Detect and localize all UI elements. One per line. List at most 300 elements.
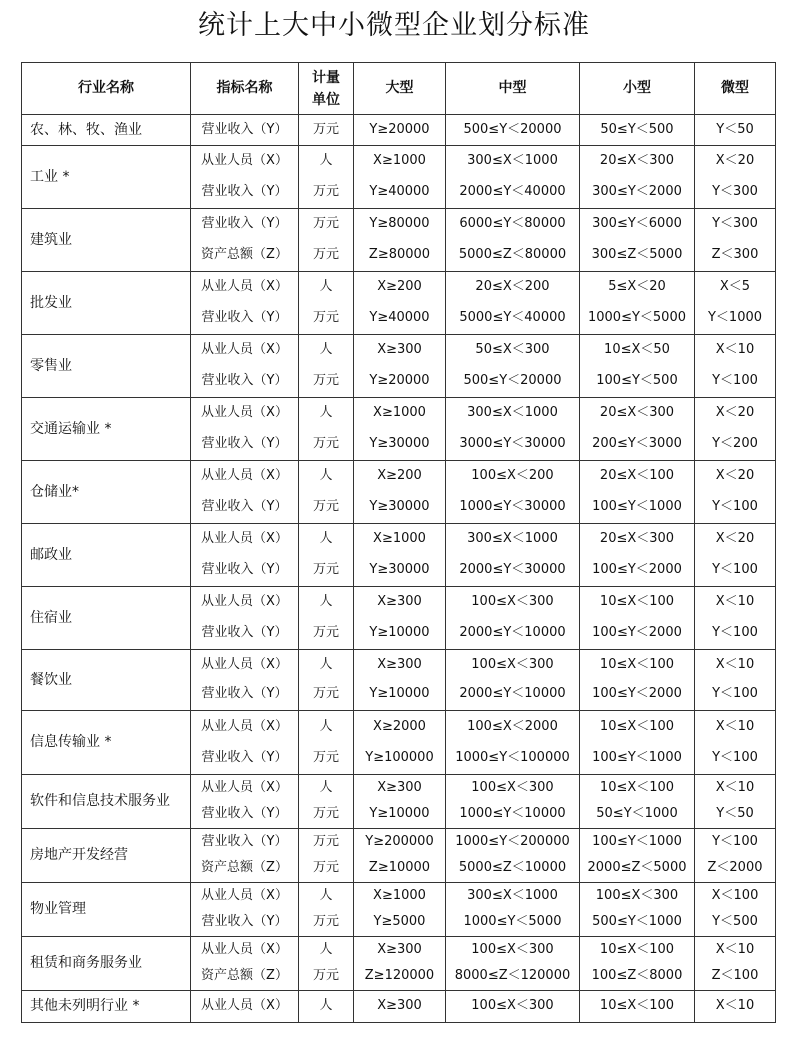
- small-cell: [580, 883, 695, 937]
- micro-value: Z＜300: [711, 246, 759, 262]
- industry-name: 软件和信息技术服务业: [22, 775, 191, 829]
- indicator-value: 资产总额（Z）: [201, 246, 288, 262]
- small-value: 10≤X＜100: [599, 998, 675, 1014]
- large-value: X≥300: [377, 656, 422, 672]
- unit-value: 万元: [312, 121, 339, 137]
- unit-value: 人: [319, 405, 333, 421]
- small-value: 20≤X＜300: [599, 153, 675, 169]
- unit-cell: [299, 272, 354, 335]
- unit-value: 万元: [312, 561, 339, 577]
- small-value: 100≤Y＜2000: [592, 686, 682, 702]
- large-cell: [354, 650, 446, 711]
- table-row: [22, 711, 776, 775]
- micro-value: X＜20: [715, 531, 755, 547]
- medium-cell: [446, 524, 580, 587]
- medium-cell: [446, 991, 580, 1023]
- header-large: 大型: [354, 63, 446, 115]
- large-cell: [354, 883, 446, 937]
- small-cell: [580, 272, 695, 335]
- indicator-value: 营业收入（Y）: [201, 624, 288, 640]
- small-value: 100≤Y＜2000: [592, 561, 682, 577]
- micro-value: Y＜100: [712, 372, 758, 388]
- large-value: X≥300: [377, 942, 422, 958]
- medium-cell: [446, 115, 580, 146]
- indicator-value: 营业收入（Y）: [201, 121, 288, 137]
- micro-value: Y＜100: [712, 498, 758, 514]
- micro-value: X＜10: [715, 656, 755, 672]
- medium-value: 100≤X＜300: [471, 942, 554, 958]
- medium-value: 100≤X＜300: [471, 594, 554, 610]
- unit-cell: [299, 650, 354, 711]
- large-value: Z≥10000: [368, 860, 431, 876]
- industry-name: 餐饮业: [22, 650, 191, 711]
- unit-cell: [299, 398, 354, 461]
- micro-value: X＜10: [715, 780, 755, 796]
- indicator-value: 营业收入（Y）: [201, 834, 288, 850]
- micro-value: Y＜300: [712, 216, 758, 232]
- small-cell: [580, 335, 695, 398]
- large-value: X≥300: [377, 998, 422, 1014]
- micro-cell: [695, 461, 776, 524]
- medium-cell: [446, 398, 580, 461]
- micro-value: X＜20: [715, 153, 755, 169]
- large-cell: [354, 587, 446, 650]
- medium-value: 2000≤Y＜10000: [459, 624, 566, 640]
- industry-name: 仓储业*: [22, 461, 191, 524]
- indicator-value: 从业人员（X）: [201, 279, 288, 295]
- large-value: Y≥5000: [373, 914, 426, 930]
- unit-value: 万元: [312, 216, 339, 232]
- large-value: Y≥30000: [369, 435, 430, 451]
- medium-value: 1000≤Y＜100000: [455, 749, 570, 765]
- small-value: 10≤X＜100: [599, 780, 675, 796]
- industry-name: 交通运输业 *: [22, 398, 191, 461]
- table-row: [22, 587, 776, 650]
- table-row: [22, 115, 776, 146]
- large-cell: [354, 711, 446, 775]
- large-value: Y≥30000: [369, 561, 430, 577]
- indicator-cell: [191, 711, 299, 775]
- medium-cell: [446, 937, 580, 991]
- indicator-cell: [191, 335, 299, 398]
- small-value: 10≤X＜100: [599, 942, 675, 958]
- micro-value: X＜10: [715, 718, 755, 734]
- table-row: [22, 272, 776, 335]
- unit-value: 人: [319, 718, 333, 734]
- micro-value: Y＜100: [712, 749, 758, 765]
- indicator-cell: [191, 272, 299, 335]
- medium-cell: [446, 272, 580, 335]
- micro-cell: [695, 883, 776, 937]
- micro-value: X＜20: [715, 405, 755, 421]
- unit-value: 人: [319, 279, 333, 295]
- indicator-value: 从业人员（X）: [201, 780, 288, 796]
- large-value: Y≥80000: [369, 216, 430, 232]
- indicator-value: 从业人员（X）: [201, 718, 288, 734]
- indicator-value: 从业人员（X）: [201, 342, 288, 358]
- table-row: [22, 829, 776, 883]
- small-value: 10≤X＜100: [599, 594, 675, 610]
- medium-cell: [446, 829, 580, 883]
- micro-value: Y＜100: [712, 624, 758, 640]
- micro-value: X＜100: [711, 888, 759, 904]
- indicator-value: 从业人员（X）: [201, 888, 288, 904]
- indicator-cell: [191, 775, 299, 829]
- industry-name: 工业 *: [22, 146, 191, 209]
- micro-value: X＜5: [719, 279, 751, 295]
- unit-value: 万元: [312, 860, 339, 876]
- unit-value: 人: [319, 594, 333, 610]
- micro-cell: [695, 272, 776, 335]
- unit-value: 万元: [312, 624, 339, 640]
- medium-value: 300≤X＜1000: [467, 405, 558, 421]
- unit-value: 人: [319, 888, 333, 904]
- small-value: 100≤Y＜2000: [592, 624, 682, 640]
- small-value: 10≤X＜50: [604, 342, 670, 358]
- medium-cell: [446, 146, 580, 209]
- large-value: Y≥100000: [365, 749, 434, 765]
- medium-value: 2000≤Y＜10000: [459, 686, 566, 702]
- micro-value: Y＜100: [712, 561, 758, 577]
- micro-cell: [695, 146, 776, 209]
- micro-value: X＜10: [715, 342, 755, 358]
- small-cell: [580, 146, 695, 209]
- small-cell: [580, 115, 695, 146]
- unit-value: 人: [319, 656, 333, 672]
- table-row: [22, 209, 776, 272]
- industry-name: 农、林、牧、渔业: [22, 115, 191, 146]
- small-value: 300≤Z＜5000: [591, 246, 683, 262]
- large-value: X≥1000: [373, 153, 426, 169]
- table-row: [22, 650, 776, 711]
- micro-cell: [695, 937, 776, 991]
- medium-value: 300≤X＜1000: [467, 888, 558, 904]
- unit-value: 万元: [312, 309, 339, 325]
- large-cell: [354, 272, 446, 335]
- unit-value: 万元: [312, 806, 339, 822]
- micro-value: Y＜100: [712, 686, 758, 702]
- header-unit: 计量 单位: [299, 63, 354, 115]
- indicator-value: 营业收入（Y）: [201, 216, 288, 232]
- medium-value: 100≤X＜2000: [467, 718, 558, 734]
- medium-cell: [446, 650, 580, 711]
- micro-value: X＜10: [715, 594, 755, 610]
- medium-value: 1000≤Y＜30000: [459, 498, 566, 514]
- large-cell: [354, 209, 446, 272]
- large-value: Y≥10000: [369, 624, 430, 640]
- industry-name: 住宿业: [22, 587, 191, 650]
- large-value: Y≥30000: [369, 498, 430, 514]
- large-value: X≥1000: [373, 888, 426, 904]
- unit-value: 万元: [312, 246, 339, 262]
- header-row: [22, 63, 776, 115]
- large-value: X≥2000: [373, 718, 426, 734]
- micro-value: Y＜500: [712, 914, 758, 930]
- small-value: 50≤Y＜500: [600, 121, 674, 137]
- unit-cell: [299, 711, 354, 775]
- small-value: 100≤Y＜1000: [592, 498, 682, 514]
- unit-value: 万元: [312, 749, 339, 765]
- micro-value: Y＜50: [716, 806, 754, 822]
- indicator-cell: [191, 937, 299, 991]
- large-cell: [354, 115, 446, 146]
- header-small: 小型: [580, 63, 695, 115]
- industry-name: 其他未列明行业 *: [22, 991, 191, 1023]
- indicator-value: 从业人员（X）: [201, 531, 288, 547]
- small-cell: [580, 461, 695, 524]
- industry-name: 信息传输业 *: [22, 711, 191, 775]
- indicator-value: 营业收入（Y）: [201, 914, 288, 930]
- unit-value: 人: [319, 942, 333, 958]
- medium-value: 6000≤Y＜80000: [459, 216, 566, 232]
- indicator-cell: [191, 883, 299, 937]
- micro-value: Z＜2000: [707, 860, 763, 876]
- indicator-value: 营业收入（Y）: [201, 686, 288, 702]
- large-value: X≥200: [377, 279, 422, 295]
- indicator-cell: [191, 650, 299, 711]
- unit-cell: [299, 883, 354, 937]
- medium-value: 50≤X＜300: [475, 342, 550, 358]
- indicator-value: 营业收入（Y）: [201, 561, 288, 577]
- medium-value: 8000≤Z＜120000: [454, 968, 571, 984]
- large-value: Z≥80000: [368, 246, 431, 262]
- unit-cell: [299, 829, 354, 883]
- unit-value: 人: [319, 468, 333, 484]
- unit-cell: [299, 146, 354, 209]
- medium-value: 100≤X＜300: [471, 780, 554, 796]
- small-value: 1000≤Y＜5000: [587, 309, 686, 325]
- micro-value: X＜10: [715, 942, 755, 958]
- large-value: Y≥10000: [369, 686, 430, 702]
- medium-value: 300≤X＜1000: [467, 153, 558, 169]
- indicator-cell: [191, 829, 299, 883]
- page-title: 统计上大中小微型企业划分标准: [198, 10, 590, 41]
- unit-value: 万元: [312, 498, 339, 514]
- large-value: Y≥40000: [369, 183, 430, 199]
- header-indicator: 指标名称: [191, 63, 299, 115]
- small-value: 100≤Y＜500: [596, 372, 678, 388]
- small-cell: [580, 829, 695, 883]
- micro-cell: [695, 711, 776, 775]
- small-cell: [580, 650, 695, 711]
- micro-value: X＜20: [715, 468, 755, 484]
- indicator-value: 从业人员（X）: [201, 942, 288, 958]
- medium-cell: [446, 775, 580, 829]
- unit-value: 万元: [312, 183, 339, 199]
- small-cell: [580, 524, 695, 587]
- large-value: Z≥120000: [364, 968, 435, 984]
- indicator-cell: [191, 461, 299, 524]
- industry-name: 租赁和商务服务业: [22, 937, 191, 991]
- micro-cell: [695, 650, 776, 711]
- industry-name: 物业管理: [22, 883, 191, 937]
- indicator-value: 从业人员（X）: [201, 998, 288, 1014]
- medium-value: 1000≤Y＜5000: [463, 914, 562, 930]
- table-row: [22, 461, 776, 524]
- small-cell: [580, 937, 695, 991]
- medium-value: 5000≤Z＜10000: [458, 860, 567, 876]
- unit-value: 万元: [312, 372, 339, 388]
- table-row: [22, 524, 776, 587]
- large-value: Y≥200000: [365, 834, 434, 850]
- indicator-value: 营业收入（Y）: [201, 309, 288, 325]
- enterprise-classification-table: [21, 62, 776, 1023]
- micro-value: X＜10: [715, 998, 755, 1014]
- medium-value: 2000≤Y＜30000: [459, 561, 566, 577]
- small-cell: [580, 711, 695, 775]
- indicator-value: 资产总额（Z）: [201, 860, 288, 876]
- industry-name: 房地产开发经营: [22, 829, 191, 883]
- indicator-value: 从业人员（X）: [201, 594, 288, 610]
- micro-value: Y＜100: [712, 834, 758, 850]
- header-micro: 微型: [695, 63, 776, 115]
- table-row: [22, 398, 776, 461]
- medium-value: 20≤X＜200: [475, 279, 550, 295]
- micro-value: Y＜200: [712, 435, 758, 451]
- small-value: 50≤Y＜1000: [596, 806, 678, 822]
- unit-cell: [299, 335, 354, 398]
- unit-value: 万元: [312, 435, 339, 451]
- small-value: 100≤X＜300: [595, 888, 679, 904]
- table-row: [22, 335, 776, 398]
- industry-name: 邮政业: [22, 524, 191, 587]
- micro-cell: [695, 829, 776, 883]
- large-value: Y≥20000: [369, 372, 430, 388]
- large-value: Y≥10000: [369, 806, 430, 822]
- large-cell: [354, 461, 446, 524]
- indicator-value: 营业收入（Y）: [201, 183, 288, 199]
- large-cell: [354, 991, 446, 1023]
- small-value: 10≤X＜100: [599, 656, 675, 672]
- unit-value: 万元: [312, 914, 339, 930]
- medium-cell: [446, 587, 580, 650]
- indicator-value: 从业人员（X）: [201, 468, 288, 484]
- unit-cell: [299, 209, 354, 272]
- indicator-cell: [191, 115, 299, 146]
- micro-value: Z＜100: [711, 968, 759, 984]
- unit-cell: [299, 991, 354, 1023]
- indicator-value: 营业收入（Y）: [201, 749, 288, 765]
- large-cell: [354, 146, 446, 209]
- large-cell: [354, 937, 446, 991]
- unit-value: 人: [319, 153, 333, 169]
- small-cell: [580, 209, 695, 272]
- unit-cell: [299, 937, 354, 991]
- indicator-value: 营业收入（Y）: [201, 372, 288, 388]
- large-value: X≥300: [377, 342, 422, 358]
- large-value: Y≥20000: [369, 121, 430, 137]
- medium-cell: [446, 461, 580, 524]
- large-cell: [354, 524, 446, 587]
- indicator-value: 营业收入（Y）: [201, 435, 288, 451]
- large-cell: [354, 335, 446, 398]
- industry-name: 建筑业: [22, 209, 191, 272]
- medium-value: 5000≤Z＜80000: [458, 246, 567, 262]
- indicator-value: 从业人员（X）: [201, 405, 288, 421]
- unit-cell: [299, 524, 354, 587]
- medium-value: 300≤X＜1000: [467, 531, 558, 547]
- small-cell: [580, 398, 695, 461]
- header-medium: 中型: [446, 63, 580, 115]
- header-industry: 行业名称: [22, 63, 191, 115]
- small-value: 2000≤Z＜5000: [587, 860, 687, 876]
- indicator-value: 营业收入（Y）: [201, 806, 288, 822]
- medium-cell: [446, 883, 580, 937]
- micro-value: Y＜50: [716, 121, 754, 137]
- large-value: X≥200: [377, 468, 422, 484]
- indicator-cell: [191, 209, 299, 272]
- small-value: 20≤X＜100: [599, 468, 675, 484]
- indicator-cell: [191, 146, 299, 209]
- large-value: X≥1000: [373, 531, 426, 547]
- unit-cell: [299, 115, 354, 146]
- medium-value: 3000≤Y＜30000: [459, 435, 566, 451]
- small-value: 20≤X＜300: [599, 405, 675, 421]
- large-cell: [354, 775, 446, 829]
- small-value: 10≤X＜100: [599, 718, 675, 734]
- micro-cell: [695, 587, 776, 650]
- indicator-cell: [191, 524, 299, 587]
- medium-value: 100≤X＜300: [471, 656, 554, 672]
- small-value: 100≤Y＜1000: [592, 749, 682, 765]
- medium-value: 2000≤Y＜40000: [459, 183, 566, 199]
- table-row: [22, 775, 776, 829]
- small-cell: [580, 991, 695, 1023]
- large-value: X≥1000: [373, 405, 426, 421]
- small-value: 500≤Y＜1000: [592, 914, 682, 930]
- large-cell: [354, 398, 446, 461]
- small-value: 300≤Y＜2000: [592, 183, 682, 199]
- micro-cell: [695, 398, 776, 461]
- unit-cell: [299, 775, 354, 829]
- unit-value: 万元: [312, 834, 339, 850]
- unit-value: 万元: [312, 686, 339, 702]
- medium-value: 1000≤Y＜10000: [459, 806, 566, 822]
- table-row: [22, 991, 776, 1023]
- small-cell: [580, 775, 695, 829]
- medium-cell: [446, 711, 580, 775]
- micro-cell: [695, 991, 776, 1023]
- medium-value: 100≤X＜300: [471, 998, 554, 1014]
- micro-cell: [695, 775, 776, 829]
- unit-value: 人: [319, 531, 333, 547]
- medium-value: 1000≤Y＜200000: [455, 834, 570, 850]
- unit-cell: [299, 461, 354, 524]
- small-value: 200≤Y＜3000: [592, 435, 682, 451]
- micro-cell: [695, 209, 776, 272]
- micro-cell: [695, 524, 776, 587]
- medium-value: 100≤X＜200: [471, 468, 554, 484]
- micro-value: Y＜300: [712, 183, 758, 199]
- indicator-value: 营业收入（Y）: [201, 498, 288, 514]
- small-value: 100≤Y＜1000: [592, 834, 682, 850]
- table-row: [22, 883, 776, 937]
- small-cell: [580, 587, 695, 650]
- indicator-value: 资产总额（Z）: [201, 968, 288, 984]
- large-value: X≥300: [377, 780, 422, 796]
- large-value: Y≥40000: [369, 309, 430, 325]
- large-cell: [354, 829, 446, 883]
- micro-cell: [695, 335, 776, 398]
- small-value: 5≤X＜20: [608, 279, 666, 295]
- small-value: 300≤Y＜6000: [592, 216, 682, 232]
- unit-value: 人: [319, 780, 333, 796]
- medium-cell: [446, 209, 580, 272]
- medium-value: 500≤Y＜20000: [463, 372, 562, 388]
- unit-cell: [299, 587, 354, 650]
- indicator-cell: [191, 398, 299, 461]
- unit-value: 人: [319, 998, 333, 1014]
